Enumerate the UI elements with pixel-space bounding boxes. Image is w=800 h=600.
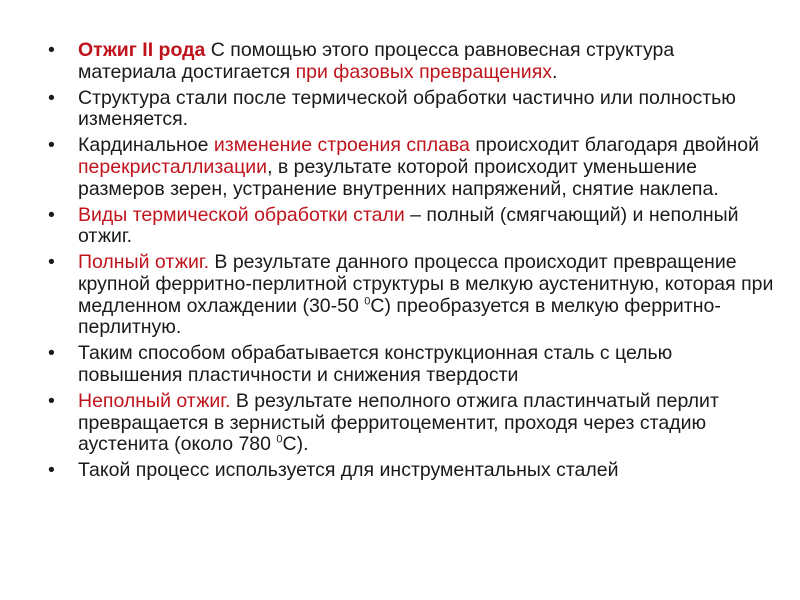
degree-superscript: 0 <box>364 295 371 308</box>
bullet-icon: • <box>48 459 55 482</box>
list-item <box>48 88 776 131</box>
highlight-phrase: Неполный отжиг. <box>78 389 231 412</box>
bullet-icon: • <box>48 203 55 226</box>
bullet-list <box>48 40 776 486</box>
item-text: С) преобразуется в мелкую ферритно-перлитную. <box>78 294 721 339</box>
term-heading: Отжиг II рода <box>78 39 206 61</box>
item-text: Кардинальное <box>78 134 214 157</box>
degree-superscript: 0 <box>276 433 283 446</box>
bullet-icon: • <box>48 134 55 157</box>
bullet-icon: • <box>48 86 55 109</box>
highlight-phrase: при фазовых превращениях <box>295 60 553 83</box>
item-text: В результате неполного отжига пластинчатый перлит превращается в зернистый ферритоцементит, проходя через стадию аустенита (около 780 <box>78 389 719 456</box>
list-item <box>48 135 776 200</box>
item-text: С). <box>282 433 309 456</box>
highlight-phrase: Полный отжиг. <box>78 251 209 274</box>
highlight-phrase: изменение строения сплава <box>213 134 470 157</box>
list-item <box>48 40 776 83</box>
list-item <box>48 205 776 248</box>
item-text: Таким способом обрабатывается конструкционная сталь с целью повышения пластичности и снижения твердости <box>78 342 673 386</box>
item-text: , в результате которой происходит уменьшение размеров зерен, устранение внутренних напряжений, снятие наклепа. <box>78 155 719 200</box>
list-item <box>48 391 776 456</box>
list-item <box>48 252 776 338</box>
item-text: . <box>552 60 558 83</box>
list-item <box>48 460 776 482</box>
item-text: – полный (смягчающий) и неполный отжиг. <box>78 203 739 248</box>
highlight-phrase: перекристаллизации <box>78 155 268 178</box>
item-text: В результате данного процесса происходит превращение крупной ферритно-перлитной структуры в мелкую аустенитную, которая при медленном охлаждении (30-50 <box>78 251 774 317</box>
list-item <box>48 343 776 386</box>
highlight-phrase: Виды термической обработки стали <box>78 203 405 226</box>
bullet-icon: • <box>48 251 55 274</box>
item-text: Такой процесс используется для инструментальных сталей <box>78 459 619 482</box>
bullet-icon: • <box>48 342 55 365</box>
bullet-icon: • <box>48 389 55 412</box>
item-text: Структура стали после термической обработки частично или полностью изменяется. <box>78 86 736 131</box>
item-text: С помощью этого процесса равновесная структура материала достигается <box>78 39 675 83</box>
item-text: происходит благодаря двойной <box>469 134 759 157</box>
bullet-icon: • <box>48 39 55 61</box>
